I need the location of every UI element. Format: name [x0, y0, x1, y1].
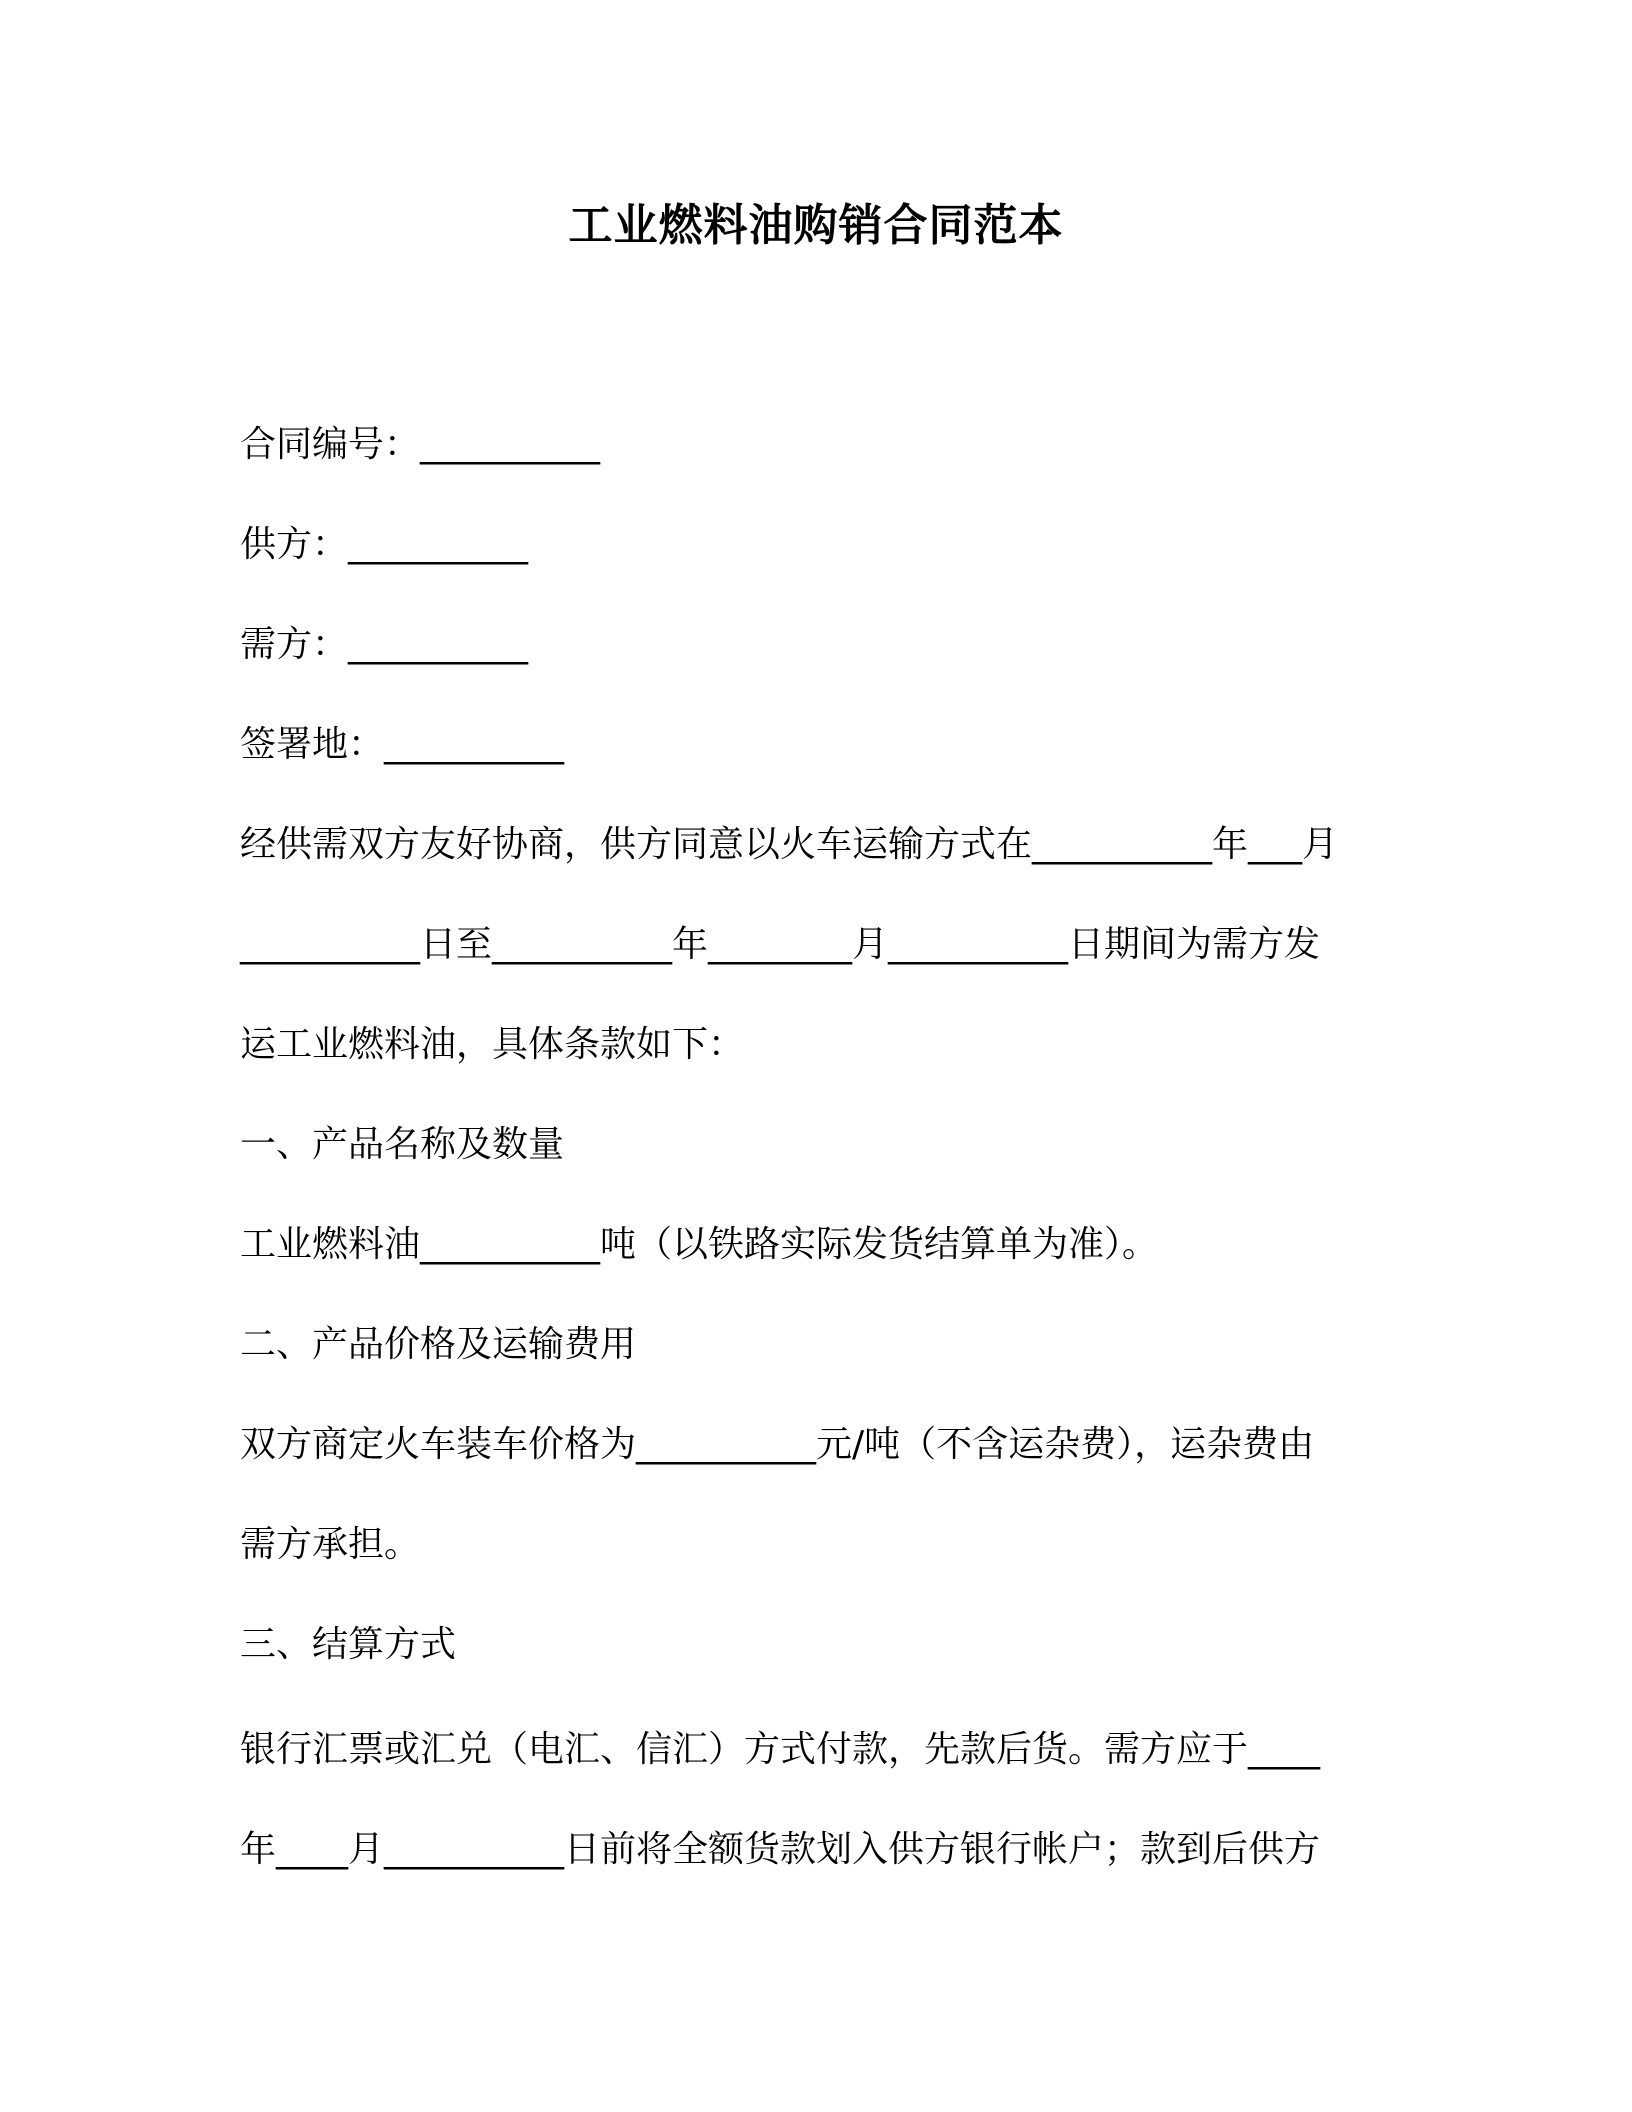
buyer-line: 需方：__________: [240, 624, 529, 665]
section-heading-2: 二、产品价格及运输费用: [240, 1324, 637, 1365]
section-heading-3: 三、结算方式: [240, 1624, 457, 1665]
intro-paragraph-line-2: __________日至__________年________月__________日期间为需方发: [240, 924, 1321, 965]
contract-number-line: 合同编号：__________: [240, 424, 601, 465]
section-3-text-line-2: 年____月__________日前将全额货款划入供方银行帐户；款到后供方: [240, 1829, 1321, 1870]
section-2-text-line-1: 双方商定火车装车价格为__________元/吨（不含运杂费），运杂费由: [240, 1424, 1315, 1465]
intro-paragraph-line-1: 经供需双方友好协商，供方同意以火车运输方式在__________年___月: [240, 824, 1339, 865]
section-3-text-line-1: 银行汇票或汇兑（电汇、信汇）方式付款，先款后货。需方应于____: [240, 1729, 1321, 1770]
supplier-line: 供方：__________: [240, 524, 529, 565]
section-2-text-line-2: 需方承担。: [240, 1524, 421, 1565]
signing-place-line: 签署地：__________: [240, 724, 565, 765]
section-1-text: 工业燃料油__________吨（以铁路实际发货结算单为准）。: [240, 1224, 1159, 1265]
intro-paragraph-line-3: 运工业燃料油，具体条款如下：: [240, 1024, 745, 1065]
section-heading-1: 一、产品名称及数量: [240, 1124, 565, 1165]
document-title: 工业燃料油购销合同范本: [568, 200, 1064, 251]
